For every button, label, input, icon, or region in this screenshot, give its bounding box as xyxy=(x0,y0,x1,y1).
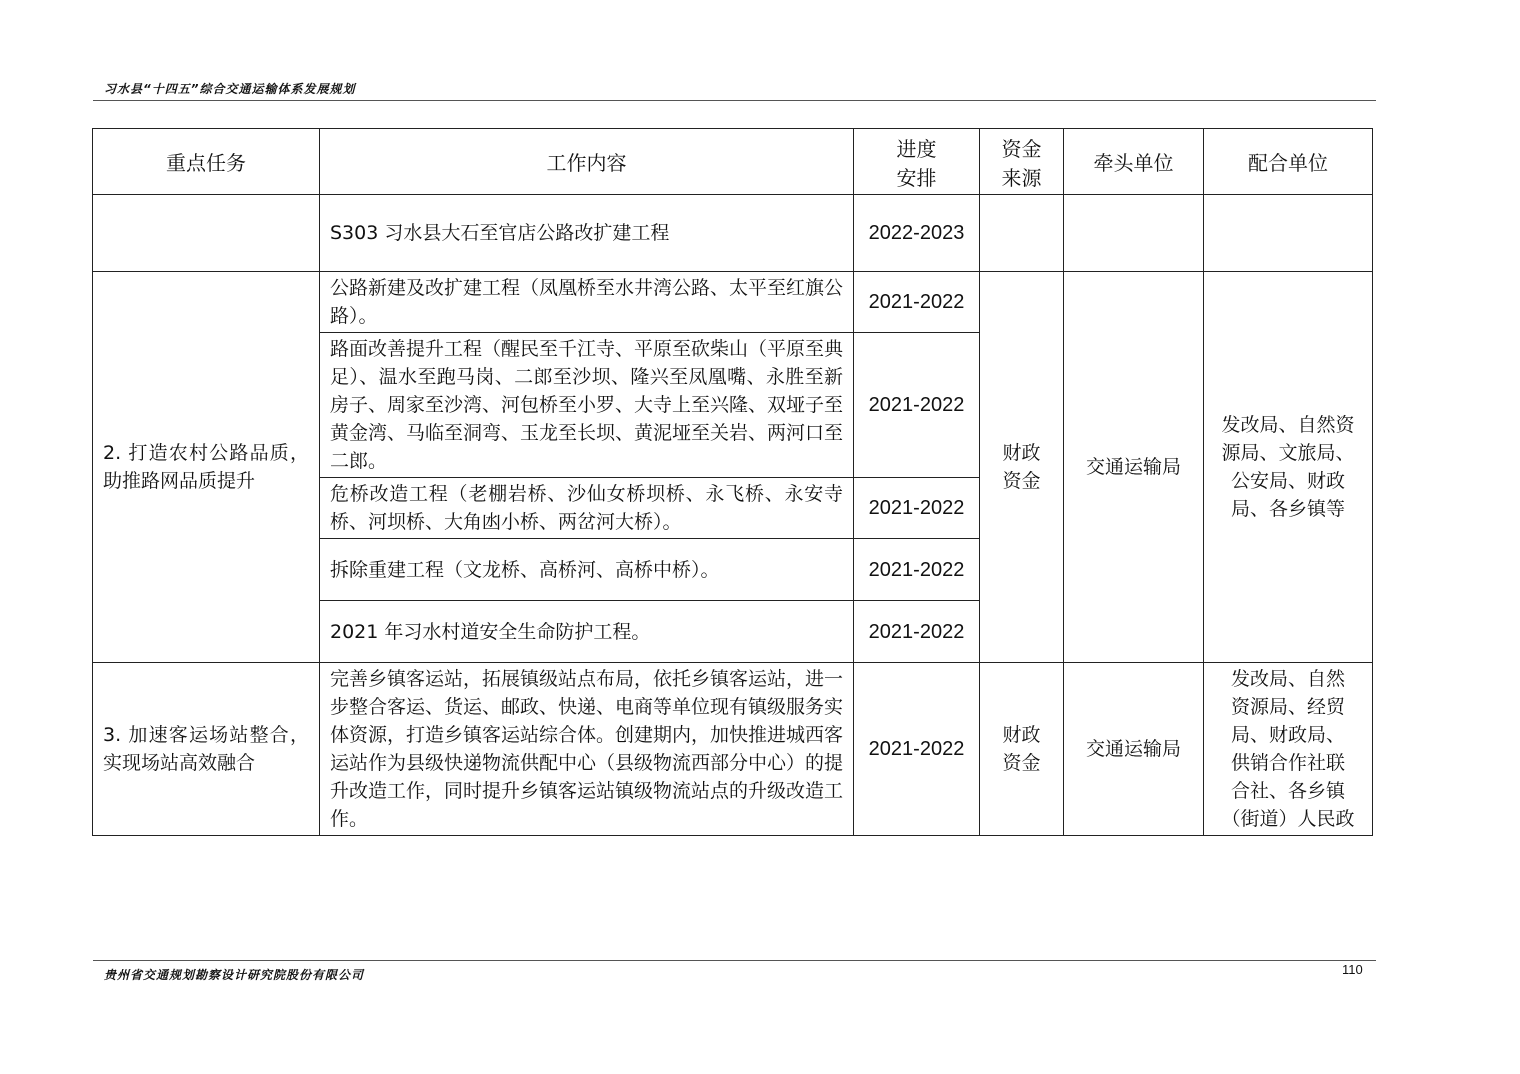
table-row xyxy=(93,272,1373,333)
group2-item4-work: 拆除重建工程（文龙桥、高桥河、高桥中桥）。 xyxy=(320,539,854,601)
group3-work-cell: 完善乡镇客运站，拓展镇级站点布局，依托乡镇客运站，进一步整合客运、货运、邮政、快递、电商等单位现有镇级服务实体资源，打造乡镇客运站综合体。创建期内，加快推进城西客运站作为县级快递物流供配中心（县级物流西部分中心）的提升改造工作，同时提升乡镇客运站镇级物流站点的升级改造工作。 xyxy=(320,663,854,836)
group2-coop-line4: 局、各乡镇等 xyxy=(1230,498,1345,520)
group2-coop-line1: 发改局、自然资 xyxy=(1221,414,1355,436)
group2-item1-work: 公路新建及改扩建工程（凤凰桥至水井湾公路、太平至红旗公路）。 xyxy=(320,272,854,333)
header-funding xyxy=(980,129,1064,195)
group2-item4-schedule: 2021-2022 xyxy=(854,539,980,601)
group3-coop-line2: 资源局、经贸 xyxy=(1230,696,1345,718)
group3-coop-line3: 局、财政局、 xyxy=(1230,724,1345,746)
header-schedule-line1: 进度 xyxy=(896,136,937,161)
group2-task-cell: 2. 打造农村公路品质，助推路网品质提升 xyxy=(93,272,320,663)
row0-schedule-cell: 2022-2023 xyxy=(854,195,980,272)
row0-funding-cell xyxy=(980,195,1064,272)
group2-coop-cell xyxy=(1204,272,1373,663)
group2-item2-work: 路面改善提升工程（醒民至千江寺、平原至砍柴山（平原至典足）、温水至跑马岗、二郎至沙坝、隆兴至凤凰嘴、永胜至新房子、周家至沙湾、河包桥至小罗、大寺上至兴隆、双垭子至黄金湾、马临至洞弯、玉龙至长坝、黄泥垭至关岩、两河口至二郎。 xyxy=(320,333,854,478)
group2-item5-schedule: 2021-2022 xyxy=(854,601,980,663)
row0-coop-cell xyxy=(1204,195,1373,272)
table-header-row xyxy=(93,129,1373,195)
document-header-title: 习水县“十四五”综合交通运输体系发展规划 xyxy=(104,82,356,96)
group2-item2-schedule: 2021-2022 xyxy=(854,333,980,478)
group2-item3-work: 危桥改造工程（老棚岩桥、沙仙女桥坝桥、永飞桥、永安寺桥、河坝桥、大角凼小桥、两岔河大桥）。 xyxy=(320,478,854,539)
task-table xyxy=(92,128,1373,836)
group2-funding-cell xyxy=(980,272,1064,663)
group3-funding-line2: 资金 xyxy=(1002,752,1041,774)
group3-funding-cell xyxy=(980,663,1064,836)
footer-company-name: 贵州省交通规划勘察设计研究院股份有限公司 xyxy=(104,968,365,982)
group3-coop-line6: （街道）人民政 xyxy=(1221,808,1355,830)
group3-funding-line1: 财政 xyxy=(1002,724,1041,746)
row0-lead-cell xyxy=(1064,195,1204,272)
group3-lead-cell: 交通运输局 xyxy=(1064,663,1204,836)
row0-work-cell: S303 习水县大石至官店公路改扩建工程 xyxy=(320,195,854,272)
group3-coop-line1: 发改局、自然 xyxy=(1230,668,1345,690)
footer-divider xyxy=(93,960,1376,961)
header-task: 重点任务 xyxy=(93,129,320,195)
page-number: 110 xyxy=(1342,962,1363,977)
group2-funding-line1: 财政 xyxy=(1002,442,1041,464)
group2-coop-line3: 公安局、财政 xyxy=(1230,470,1345,492)
header-coop: 配合单位 xyxy=(1204,129,1373,195)
header-divider xyxy=(93,100,1376,101)
header-schedule xyxy=(854,129,980,195)
group2-coop-line2: 源局、文旅局、 xyxy=(1221,442,1355,464)
group3-task-cell: 3. 加速客运场站整合，实现场站高效融合 xyxy=(93,663,320,836)
group3-schedule-cell: 2021-2022 xyxy=(854,663,980,836)
group3-coop-line4: 供销合作社联 xyxy=(1230,752,1345,774)
header-funding-line2: 来源 xyxy=(1001,165,1042,190)
group2-item1-schedule: 2021-2022 xyxy=(854,272,980,333)
header-funding-line1: 资金 xyxy=(1001,136,1042,161)
group3-coop-cell xyxy=(1204,663,1373,836)
header-schedule-line2: 安排 xyxy=(896,165,937,190)
header-work: 工作内容 xyxy=(320,129,854,195)
group2-item5-work: 2021 年习水村道安全生命防护工程。 xyxy=(320,601,854,663)
group2-funding-line2: 资金 xyxy=(1002,470,1041,492)
row0-task-cell xyxy=(93,195,320,272)
group2-item3-schedule: 2021-2022 xyxy=(854,478,980,539)
table-row xyxy=(93,663,1373,836)
header-lead: 牵头单位 xyxy=(1064,129,1204,195)
table-row xyxy=(93,195,1373,272)
group2-lead-cell: 交通运输局 xyxy=(1064,272,1204,663)
group3-coop-line5: 合社、各乡镇 xyxy=(1230,780,1345,802)
